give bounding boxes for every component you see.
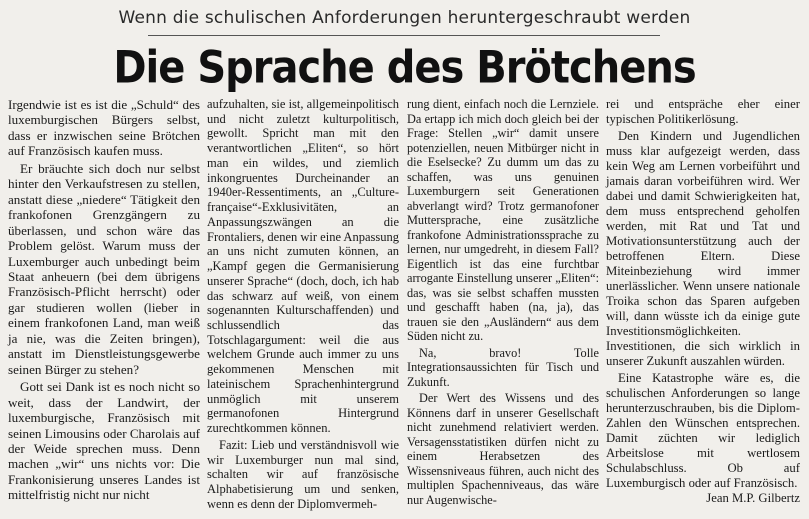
paragraph: Der Wert des Wissens und des Könnens darf in unserer Gesellschaft nicht zunehmend relativiert werden. Versagensstatistiken dürfen nicht zu einem Herabsetzen des Wissensniveaus führen, auch nicht des multiplen Spachenniveaus, das wäre nur Augenwische- bbox=[407, 391, 599, 507]
paragraph: Na, bravo! Tolle Integrationsaussichten für Tisch und Zukunft. bbox=[407, 345, 599, 389]
kicker-rule bbox=[148, 35, 660, 36]
paragraph: Er bräuchte sich doch nur selbst hinter den Verkaufstresen zu stellen, anstatt diese „niedere“ Tätigkeit den frankofonen Grenzgängern zu überlassen, und schon wäre das Problem gelöst. Warum muss der Luxemburger auch unbedingt beim Staat anheuern (bei dem übrigens Französisch-Pflicht herrscht) oder gar studieren wollen (lieber in einem frankofonen Land, man weiß ja nie, was die Zeiten bringen), anstatt im Dienstleistungsgewerbe seinen Bürger zu stehen? bbox=[8, 160, 200, 377]
paragraph: rei und entspräche eher einer typischen Politikerlösung. bbox=[606, 97, 800, 126]
paragraph: Irgendwie ist es ist die „Schuld“ des luxemburgischen Bürgers selbst, dass er inzwischen seine Brötchen auf Französisch kaufen muss. bbox=[8, 97, 200, 159]
paragraph: Den Kindern und Jugendlichen muss klar aufgezeigt werden, dass kein Weg am Lernen vorbeiführt und jamais daran vorbeiführen wird. Wer dabei und damit Schwierigkeiten hat, dem muss entsprechend geholfen werden, mit Rat und Tat und Motivationsunterstützung auch der betroffenen Eltern. Diese Miteinbeziehung wird immer unerlässlicher. Wenn unsere nationale Troika schon das Sparen aufgeben will, dann wüsste ich da einige gute Investitionsmöglichkeiten. Investitionen, die sich wirklich in unserer Zukunft auszahlen würden. bbox=[606, 128, 800, 368]
author-signature: Jean M.P. Gilbertz bbox=[706, 490, 800, 505]
paragraph: Gott sei Dank ist es noch nicht so weit, dass der Landwirt, der luxemburgische, Französisch mit seinen Limousins oder Charolais auf der Weide sprechen muss. Denn machen „wir“ uns nichts vor: Die Frankonisierung unseres Landes ist mittelfristig nicht nur nicht bbox=[8, 379, 201, 503]
article-column-2 bbox=[207, 97, 399, 512]
article-column-4 bbox=[606, 97, 800, 506]
paragraph: Eine Katastrophe wäre es, die schulischen Anforderungen so lange herunterzuschrauben, bis die Diplom-Zahlen den Wünschen entsprechen. Damit züchten wir lediglich Arbeitslose mit wertlosem Schulabschluss. Ob auf Luxemburgisch oder auf Französisch. bbox=[606, 370, 800, 490]
article-kicker: Wenn die schulischen Anforderungen heruntergeschraubt werden bbox=[118, 8, 691, 28]
paragraph: rung dient, einfach noch die Lernziele. Da ertapp ich mich doch gleich bei der Frage: Stellen „wir“ damit unsere potenziellen, neuen Mitbürger nicht in die Eselsecke? Zu dumm um das zu schaffen, was uns genuinen Luxemburgern seit Generationen abverlangt wird? Trotz germanofoner Muttersprache, eine zusätzliche frankofone Administrationssprache zu lernen, nur umgedreht, in diesem Fall? Eigentlich ist das eine furchtbar arrogante Einstellung unserer „Eliten“: das, was sie selbst schaffen mussten und geschafft haben (na, ja), das trauen sie den „Ausländern“ aus dem Süden nicht zu. bbox=[407, 97, 599, 343]
paragraph: aufzuhalten, sie ist, allgemeinpolitisch und nicht zuletzt kulturpolitisch, gewollt. Spricht man mit den verantwortlichen „Eliten“, so hört man ein wildes, und ziemlich inkongruentes Durcheinander an 1940er-Ressentiments, an „Culture-française“-Exklusivitäten, an Anpassungszwängen an die Frontaliers, denen wir eine Anpassung an uns nicht zumuten können, an „Kampf gegen die Germanisierung unserer Sprache“ (doch, doch, ich hab das schwarz auf weiß, von einem sogenannten Kulturschaffenden) und schlussendlich das Totschlagargument: weil die aus welchem Grunde auch immer zu uns gekommenen Menschen mit lateinischem Sprachenhintergrund unmöglich mit unserem germanofonen Hintergrund zurechtkommen können. bbox=[207, 97, 399, 436]
article-column-1 bbox=[8, 97, 200, 503]
article-column-3 bbox=[407, 97, 599, 507]
article-headline: Die Sprache des Brötchens bbox=[113, 42, 696, 94]
paragraph: Fazit: Lieb und verständnisvoll wie wir Luxemburger nun mal sind, schalten wir auf französische Alphabetisierung um und senken, wenn es denn der Diplomvermeh- bbox=[207, 437, 399, 511]
